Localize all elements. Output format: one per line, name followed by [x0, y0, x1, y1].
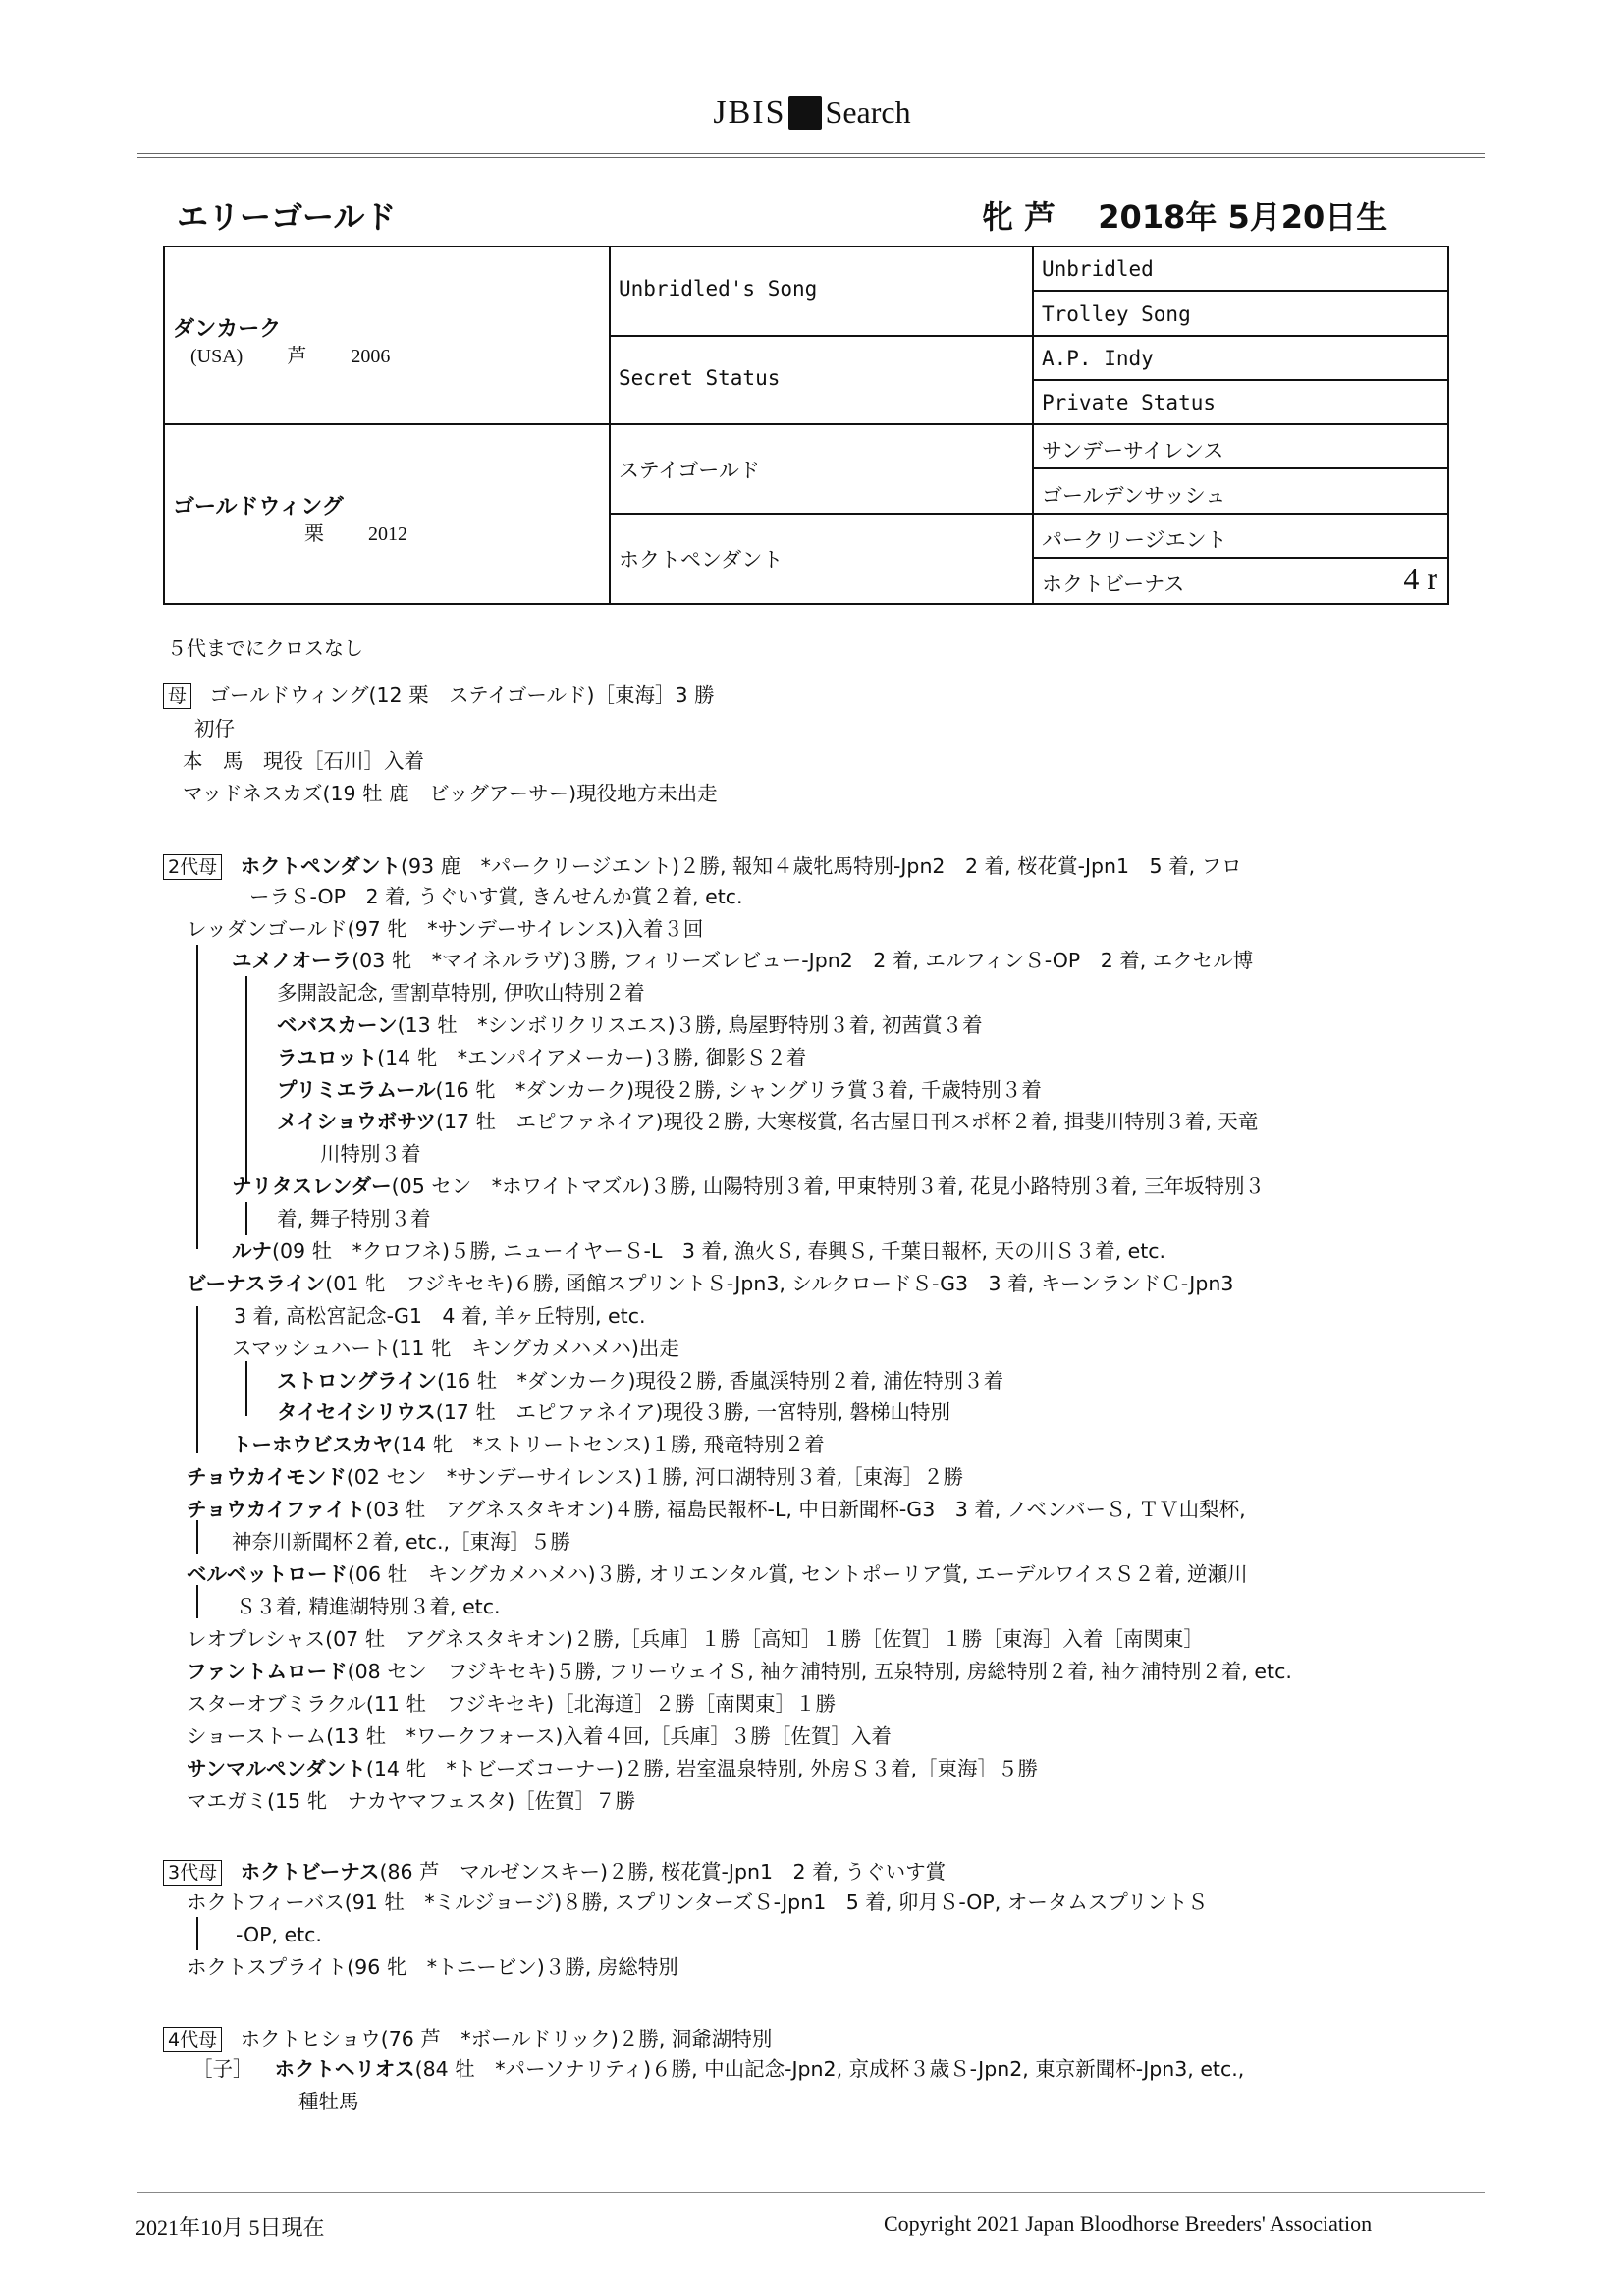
gen2-line-18: チョウカイファイト(03 牡 アグネスタキオン)４勝, 福島民報杯-L, 中日新聞杯-G3 3 着, ノベンバーＳ, ＴＶ山梨杯,: [187, 1498, 1246, 1521]
pedigree-gen2-1: Unbridled's Song: [611, 247, 1034, 337]
pedigree-gen3-5: サンデーサイレンス: [1034, 425, 1447, 469]
logo-search-text: Search: [825, 94, 911, 130]
tree-line: [196, 1917, 198, 1950]
tree-line: [196, 1520, 198, 1554]
gen3-head-name: ホクトビーナス: [240, 1860, 380, 1884]
gen3-line-1: -OP, etc.: [236, 1923, 322, 1946]
pedigree-gen2-2: Secret Status: [611, 337, 1034, 425]
dam-line-3: マッドネスカズ(19 牡 鹿 ビッグアーサー)現役地方未出走: [183, 782, 718, 805]
tree-line: [245, 976, 247, 1182]
gen2-line-4: ラユロット(14 牝 *エンパイアメーカー)３勝, 御影Ｓ２着: [277, 1046, 807, 1069]
tree-line: [196, 945, 198, 1249]
pedigree-gen3-2: Trolley Song: [1034, 292, 1447, 337]
gen2-line-12: 3 着, 高松宮記念-G1 4 着, 羊ヶ丘特別, etc.: [234, 1304, 646, 1328]
sire-name: ダンカーク: [173, 317, 282, 342]
family-number: 4 r: [1403, 561, 1437, 596]
tree-line: [196, 1585, 198, 1618]
tree-line: [196, 1306, 198, 1453]
dam-info: 栗 2012: [304, 523, 407, 545]
horse-name: エリーゴールド: [177, 198, 397, 236]
gen2-line-19: 神奈川新聞杯２着, etc.,［東海］５勝: [232, 1530, 570, 1554]
gen2-line-14: ストロングライン(16 牡 *ダンカーク)現役２勝, 香嵐渓特別２着, 浦佐特別３着: [277, 1369, 1004, 1393]
section-label-gen4: 4代母: [163, 2027, 222, 2052]
pedigree-gen3-8: ホクトビーナス 4 r: [1042, 561, 1437, 596]
gen2-line-10: ルナ(09 牡 *クロフネ)５勝, ニューイヤーＳ-L 3 着, 漁火Ｓ, 春興Ｓ, 千葉日報杯, 天の川Ｓ３着, etc.: [232, 1239, 1166, 1263]
gen2-line-16: トーホウビスカヤ(14 牝 *ストリートセンス)１勝, 飛竜特別２着: [232, 1433, 825, 1456]
gen2-section-head: [163, 854, 1242, 880]
gen2-line-20: ベルベットロード(06 牡 キングカメハメハ)３勝, オリエンタル賞, セントポーリア賞, エーデルワイスＳ２着, 逆瀬川: [187, 1562, 1248, 1586]
pedigree-gen2-4: ホクトペンダント: [611, 515, 1034, 603]
gen4-child-cont: 種牡馬: [298, 2090, 359, 2113]
gen3-line-0: ホクトフィーバス(91 牡 *ミルジョージ)８勝, スプリンターズＳ-Jpn1 5 着, 卯月Ｓ-OP, オータムスプリントＳ: [187, 1890, 1209, 1914]
horse-meta: 牝 芦 2018年 5月20日生: [982, 198, 1388, 236]
dam-line-0: ゴールドウィング(12 栗 ステイゴールド)［東海］3 勝: [209, 683, 715, 707]
cross-note: ５代までにクロスなし: [167, 636, 363, 660]
footer-copyright: Copyright 2021 Japan Bloodhorse Breeders' Association: [884, 2212, 1373, 2236]
gen2-line-11: ビーナスライン(01 牝 フジキセキ)６勝, 函館スプリントＳ-Jpn3, シルクロードＳ-G3 3 着, キーンランドＣ-Jpn3: [187, 1272, 1234, 1295]
pedigree-gen3-3: A.P. Indy: [1034, 337, 1447, 381]
gen2-line-0: レッダンゴールド(97 牝 *サンデーサイレンス)入着３回: [187, 917, 704, 941]
gen2-line-9: 着, 舞子特別３着: [277, 1207, 431, 1230]
gen2-line-23: ファントムロード(08 セン フジキセキ)５勝, フリーウェイＳ, 袖ケ浦特別, 五泉特別, 房総特別２着, 袖ケ浦特別２着, etc.: [187, 1660, 1292, 1683]
pedigree-gen3-7: パークリージエント: [1034, 515, 1447, 559]
gen2-line-24: スターオブミラクル(11 牡 フジキセキ)［北海道］２勝［南関東］１勝: [187, 1692, 837, 1716]
gen2-line-3: ベバスカーン(13 牡 *シンボリクリスエス)３勝, 鳥屋野特別３着, 初茜賞３着: [277, 1013, 983, 1037]
dam-section-head: [163, 683, 715, 709]
gen2-line-25: ショーストーム(13 牡 *ワークフォース)入着４回,［兵庫］３勝［佐賀］入着: [187, 1724, 892, 1748]
gen2-line-8: ナリタスレンダー(05 セン *ホワイトマズル)３勝, 山陽特別３着, 甲東特別３着, 花見小路特別３着, 三年坂特別３: [232, 1175, 1266, 1198]
pedigree-gen2-3: ステイゴールド: [611, 425, 1034, 515]
gen2-line-1: ユメノオーラ(03 牝 *マイネルラヴ)３勝, フィリーズレビュー-Jpn2 2 着, エルフィンＳ-OP 2 着, エクセル博: [232, 949, 1254, 972]
sire-info: (USA) 芦 2006: [190, 346, 391, 367]
tree-line: [245, 1361, 247, 1416]
gen2-line-21: Ｓ３着, 精進湖特別３着, etc.: [236, 1595, 501, 1618]
gen2-line-27: マエガミ(15 牝 ナカヤマフェスタ)［佐賀］７勝: [187, 1789, 636, 1813]
gen3-section-head: [163, 1860, 946, 1886]
gen2-line-15: タイセイシリウス(17 牡 エピファネイア)現役３勝, 一宮特別, 磐梯山特別: [277, 1400, 950, 1424]
pedigree-gen3-1: Unbridled: [1034, 247, 1447, 292]
gen3-head-rest: (86 芦 マルゼンスキー)２勝, 桜花賞-Jpn1 2 着, うぐいす賞: [379, 1860, 947, 1884]
gen2-head-name: ホクトペンダント: [240, 854, 402, 878]
gen2-line-13: スマッシュハート(11 牝 キングカメハメハ)出走: [232, 1337, 679, 1360]
dam-name: ゴールドウィング: [173, 495, 344, 519]
gen4-child: ［子］ ホクトヘリオス(84 牡 *パーソナリティ)６勝, 中山記念-Jpn2, 京成杯３歳Ｓ-Jpn2, 東京新聞杯-Jpn3, etc.,: [192, 2057, 1245, 2081]
section-label-dam: 母: [163, 683, 191, 709]
gen2-line-17: チョウカイモンド(02 セン *サンデーサイレンス)１勝, 河口湖特別３着,［東海］２勝: [187, 1465, 964, 1489]
gen2-line-22: レオプレシャス(07 牡 アグネスタキオン)２勝,［兵庫］１勝［高知］１勝［佐賀］１勝［東海］入着［南関東］: [187, 1627, 1204, 1651]
gen3-line-2: ホクトスプライト(96 牝 *トニービン)３勝, 房総特別: [187, 1955, 678, 1979]
footer-date: 2021年10月 5日現在: [135, 2215, 325, 2240]
gen4-section-head: [163, 2027, 772, 2052]
gen2-head-cont: ーラＳ-OP 2 着, うぐいす賞, きんせんか賞２着, etc.: [249, 885, 743, 908]
section-label-gen2: 2代母: [163, 854, 222, 880]
dam-line-2: 本 馬 現役［石川］入着: [183, 749, 424, 773]
gen2-line-6: メイショウボサツ(17 牡 エピファネイア)現役２勝, 大寒桜賞, 名古屋日刊スポ杯２着, 揖斐川特別３着, 天竜: [277, 1110, 1259, 1133]
dam-line-1: 初仔: [194, 717, 235, 740]
tree-line: [245, 1202, 247, 1235]
logo-jbis-text: JBIS: [713, 94, 786, 131]
gen2-line-2: 多開設記念, 雪割草特別, 伊吹山特別２着: [277, 981, 645, 1005]
pedigree-gen3-6: ゴールデンサッシュ: [1034, 469, 1447, 515]
gen2-line-26: サンマルペンダント(14 牝 *トビーズコーナー)２勝, 岩室温泉特別, 外房Ｓ３着,［東海］５勝: [187, 1757, 1038, 1780]
gen2-line-5: プリミエラムール(16 牝 *ダンカーク)現役２勝, シャングリラ賞３着, 千歳特別３着: [277, 1078, 1042, 1102]
gen2-head-rest: (93 鹿 *パークリージエント)２勝, 報知４歳牝馬特別-Jpn2 2 着, 桜花賞-Jpn1 5 着, フロ: [401, 854, 1242, 878]
pedigree-gen3-4: Private Status: [1034, 381, 1447, 425]
gen4-head: ホクトヒショウ(76 芦 *ボールドリック)２勝, 洞爺湖特別: [240, 2027, 773, 2050]
footer-divider: [137, 2192, 1485, 2193]
gen2-line-7: 川特別３着: [320, 1142, 421, 1166]
section-label-gen3: 3代母: [163, 1860, 222, 1886]
